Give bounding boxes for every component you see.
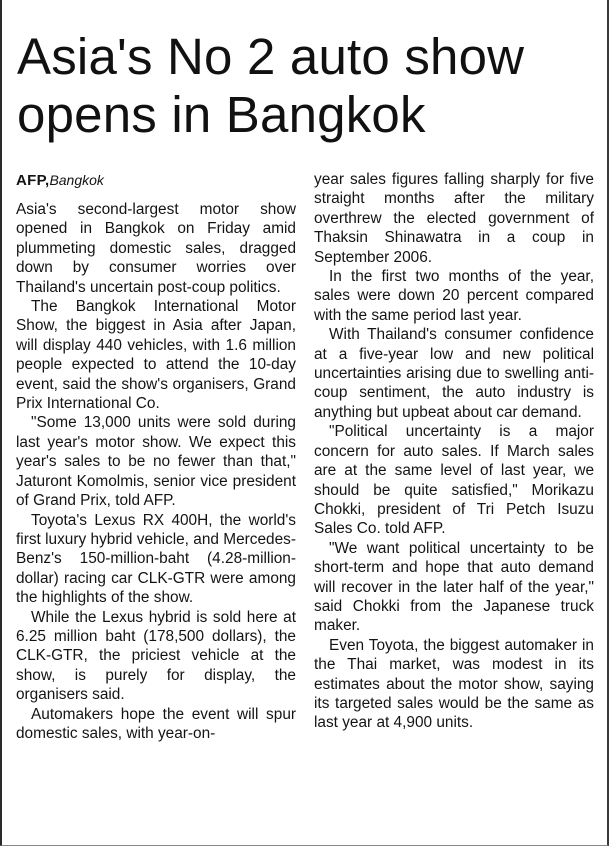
column-left: [16, 171, 296, 743]
paragraph: "Political uncertainty is a major concern for auto sales. If March sales are at the same level of last year, we should be quite satisfied," Morikazu Chokki, president of Tri Petch Isuzu Sales Co. told AFP.: [314, 423, 594, 538]
paragraph: Asia's second-largest motor show opened in Bangkok on Friday amid plummeting domestic sales, dragged down by consumer worries over Thailand's uncertain post-coup politics.: [16, 201, 296, 296]
paragraph: year sales figures falling sharply for five straight months after the military overthrew the elected government of Thaksin Shinawatra in a coup in September 2006.: [314, 171, 594, 266]
byline-agency: AFP,: [16, 172, 50, 189]
byline-place: Bangkok: [49, 172, 104, 188]
paragraph: Automakers hope the event will spur domestic sales, with year-on-: [16, 705, 296, 742]
paragraph: The Bangkok International Motor Show, the biggest in Asia after Japan, will display 440 vehicles, with 1.6 million people expected to attend the 10-day event, said the show's organisers, Grand Prix International Co.: [16, 298, 296, 413]
headline: Asia's No 2 auto show opens in Bangkok: [17, 28, 525, 143]
paragraph: "We want political uncertainty to be short-term and hope that auto demand will recover in the later half of the year," said Chokki from the Japanese truck maker.: [314, 539, 594, 635]
column-right: [314, 170, 594, 733]
paragraph: Even Toyota, the biggest automaker in the Thai market, was modest in its estimates about the motor show, saying its targeted sales would be the same as last year at 4,900 units.: [314, 636, 594, 732]
paragraph: With Thailand's consumer confidence at a five-year low and new political uncertainties arising due to swelling anti-coup sentiment, the auto industry is anything but upbeat about car demand.: [314, 326, 594, 421]
byline: [16, 171, 296, 190]
paragraph: While the Lexus hybrid is sold here at 6.25 million baht (178,500 dollars), the CLK-GTR, the priciest vehicle at the show, is purely for display, the organisers said.: [16, 608, 296, 704]
paragraph: "Some 13,000 units were sold during last year's motor show. We expect this year's sales to be no fewer than that," Jaturont Komolmis, senior vice president of Grand Prix, told AFP.: [16, 414, 296, 510]
paragraph: In the first two months of the year, sales were down 20 percent compared with the same period last year.: [314, 268, 594, 324]
paragraph: Toyota's Lexus RX 400H, the world's first luxury hybrid vehicle, and Mercedes-Benz's 150-million-baht (4.28-million-dollar) racing car CLK-GTR were among the highlights of the show.: [16, 511, 296, 607]
